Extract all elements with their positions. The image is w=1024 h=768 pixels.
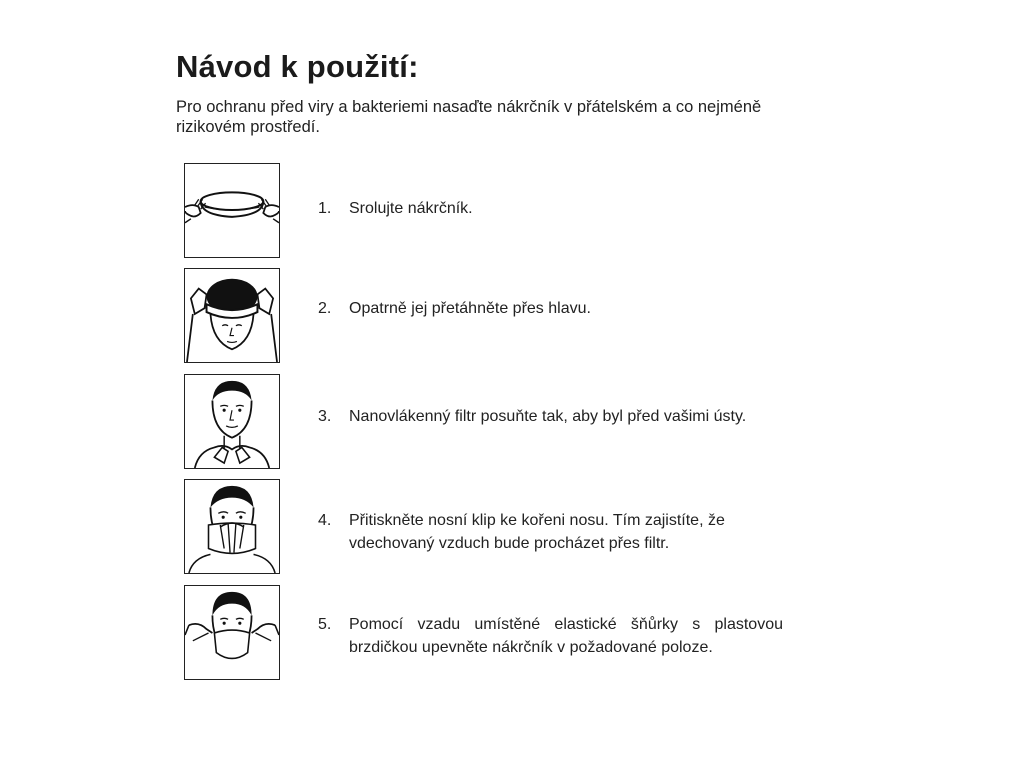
step-3-text: Nanovlákenný filtr posuňte tak, aby byl před vašimi ústy.: [349, 408, 747, 425]
fastening-elastic-cord-icon: [185, 586, 279, 679]
step-2-text: Opatrně jej přetáhněte přes hlavu.: [349, 300, 591, 317]
step-5-number: 5.: [318, 616, 332, 633]
step-1-text: Srolujte nákrčník.: [349, 200, 473, 217]
step-3-number: 3.: [318, 408, 332, 425]
step-5-illustration: [184, 585, 280, 680]
step-3-illustration: [184, 374, 280, 469]
pulling-over-head-icon: [185, 269, 279, 362]
rolling-neck-gaiter-icon: [185, 164, 279, 257]
step-4-illustration: [184, 479, 280, 574]
positioning-filter-icon: [185, 375, 279, 468]
step-1-illustration: [184, 163, 280, 258]
page-title: Návod k použití:: [176, 49, 419, 84]
pressing-nose-clip-icon: [185, 480, 279, 573]
intro-text: Pro ochranu před viry a bakteriemi nasaďte nákrčník v přátelském a co nejméně rizikovém prostředí.: [176, 98, 762, 136]
step-4-text: Přitiskněte nosní klip ke kořeni nosu. Tím zajistíte, že vdechovaný vzduch bude procházet přes filtr.: [349, 512, 725, 552]
step-1-number: 1.: [318, 200, 332, 217]
step-4-number: 4.: [318, 512, 332, 529]
step-2-number: 2.: [318, 300, 332, 317]
step-2-illustration: [184, 268, 280, 363]
step-5-text: Pomocí vzadu umístěné elastické šňůrky s plastovou brzdičkou upevněte nákrčník v požadované poloze.: [349, 616, 783, 656]
